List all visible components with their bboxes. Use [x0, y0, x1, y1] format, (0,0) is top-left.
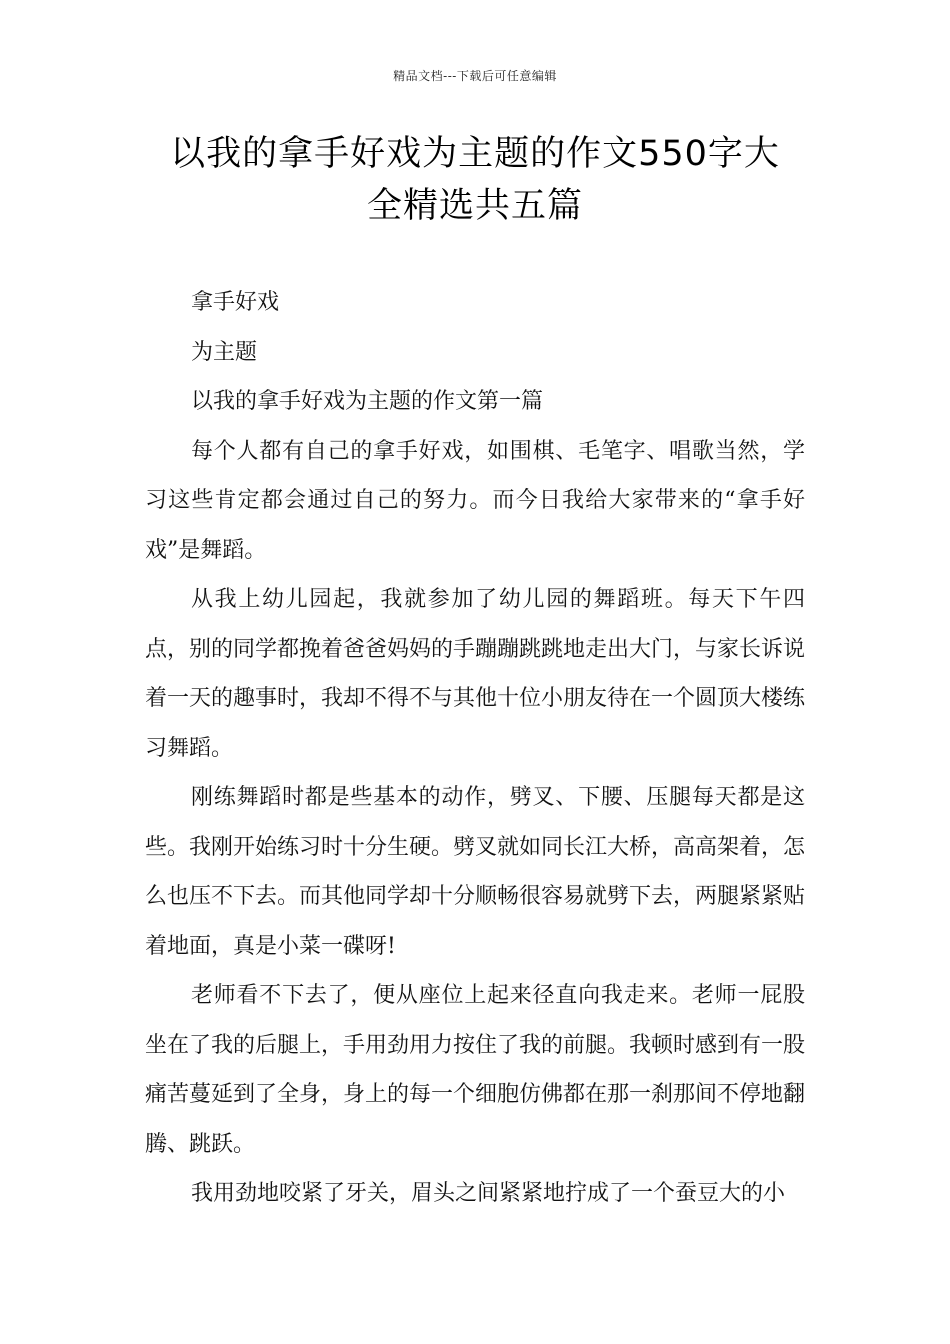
paragraph-topic-label: 拿手好戏	[191, 290, 280, 315]
paragraph: 每个人都有自己的拿手好戏，如围棋、毛笔字、唱歌当然，学习这些肯定都会通过自己的努力。而今日我给大家带来的“拿手好戏”是舞蹈。	[145, 438, 805, 563]
paragraph: 老师看不下去了，便从座位上起来径直向我走来。老师一屁股坐在了我的后腿上，手用劲用力按住了我的前腿。我顿时感到有一股痛苦蔓延到了全身，身上的每一个细胞仿佛都在那一刹那间不停地翻腾、跳跃。	[145, 983, 806, 1157]
paragraph: 从我上幼儿园起，我就参加了幼儿园的舞蹈班。每天下午四点，别的同学都挽着爸爸妈妈的手蹦蹦跳跳地走出大门，与家长诉说着一天的趣事时，我却不得不与其他十位小朋友待在一个圆顶大楼练习舞蹈。	[145, 587, 806, 761]
paragraph-topic-note: 为主题	[191, 339, 258, 365]
document-body	[145, 278, 805, 1219]
title-line-2: 全精选共五篇	[366, 186, 583, 226]
paragraph: 我用劲地咬紧了牙关，眉头之间紧紧地拧成了一个蚕豆大的小	[191, 1181, 786, 1206]
paragraph-section-heading: 以我的拿手好戏为主题的作文第一篇	[191, 389, 544, 414]
paragraph: 刚练舞蹈时都是些基本的动作，劈叉、下腰、压腿每天都是这些。我刚开始练习时十分生硬。劈叉就如同长江大桥，高高架着，怎么也压不下去。而其他同学却十分顺畅很容易就劈下去，两腿紧紧贴着地面，真是小菜一碟呀!	[145, 785, 806, 959]
page-header: 精品文档---下载后可任意编辑	[393, 69, 557, 83]
title-line-1: 以我的拿手好戏为主题的作文550字大	[170, 134, 780, 174]
document-title	[120, 128, 830, 232]
